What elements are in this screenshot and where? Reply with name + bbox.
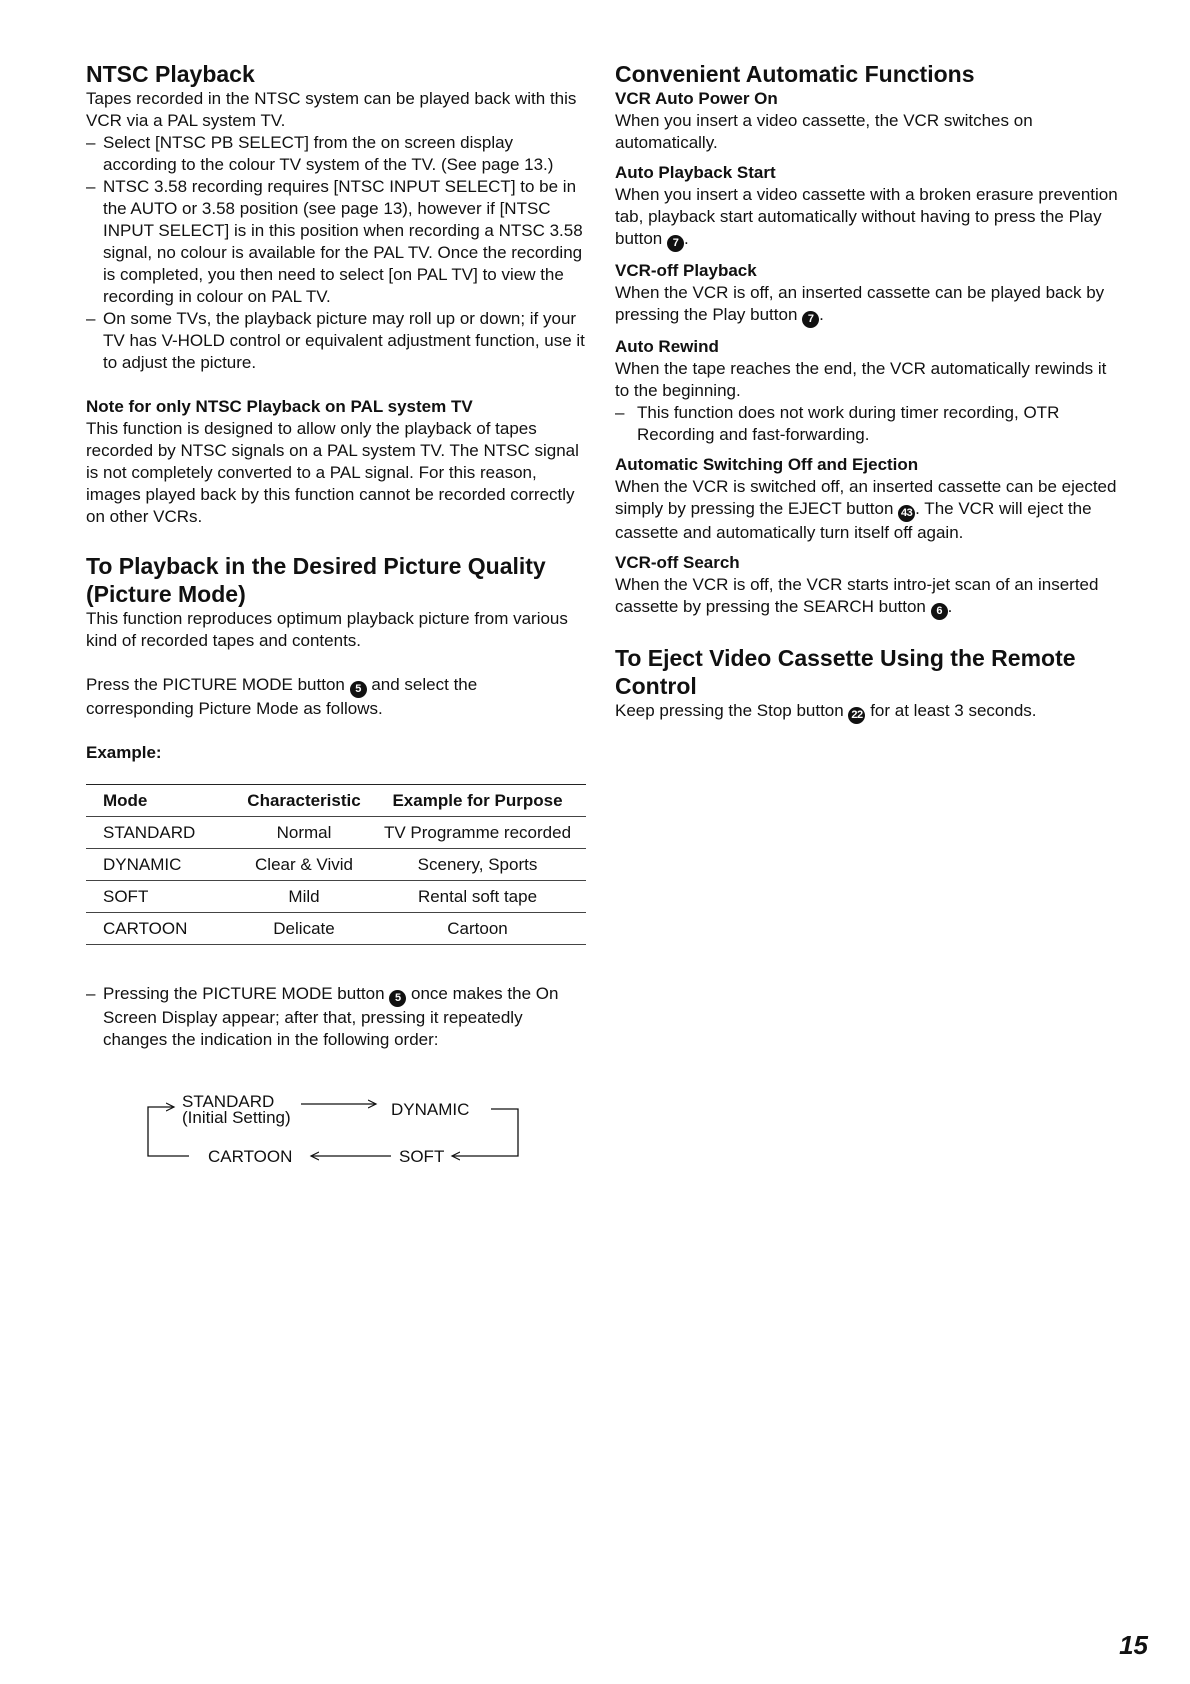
cell-mode: CARTOON xyxy=(86,913,239,945)
function-body-text: . The VCR will eject the cassette and automatically turn itself off again. xyxy=(615,499,1092,542)
function-body: When the VCR is off, the VCR starts intro-jet scan of an inserted cassette by pressing the SEARCH button 6 . xyxy=(615,574,1125,620)
cell-characteristic: Clear & Vivid xyxy=(239,849,369,881)
function-title: Auto Playback Start xyxy=(615,163,776,182)
cell-example: TV Programme recorded xyxy=(369,817,586,849)
function-item xyxy=(615,454,1125,544)
ntsc-bullet-list xyxy=(86,132,586,374)
picture-mode-table xyxy=(86,784,586,945)
cell-example: Scenery, Sports xyxy=(369,849,586,881)
function-bullet: – This function does not work during timer recording, OTR Recording and fast-forwarding. xyxy=(615,402,1125,446)
function-item xyxy=(615,552,1125,620)
eject-text-post: for at least 3 seconds. xyxy=(870,701,1037,720)
function-item xyxy=(615,260,1125,328)
table-row xyxy=(86,881,586,913)
ntsc-note-body: This function is designed to allow only the playback of tapes recorded by NTSC signals on a PAL system TV. The NTSC signal is not completely converted to a PAL signal. For this reason, images played back by this function cannot be recorded correctly on other VCRs. xyxy=(86,419,579,526)
page-number: 15 xyxy=(1119,1630,1148,1660)
eject-text-pre: Keep pressing the Stop button xyxy=(615,701,844,720)
cell-characteristic: Mild xyxy=(239,881,369,913)
function-title: VCR-off Playback xyxy=(615,261,757,280)
cell-example: Cartoon xyxy=(369,913,586,945)
function-body: When the tape reaches the end, the VCR automatically rewinds it to the beginning. xyxy=(615,359,1107,400)
picture-mode-heading: To Playback in the Desired Picture Quality (Picture Mode) xyxy=(86,553,546,607)
ntsc-bullet-1: – Select [NTSC PB SELECT] from the on screen display according to the colour TV system of the TV. (See page 13.) xyxy=(86,132,586,176)
flow-soft-label: SOFT xyxy=(399,1147,445,1166)
button-number-7-icon: 7 xyxy=(667,235,684,252)
function-body: When the VCR is off, an inserted cassette can be played back by pressing the Play button 7 . xyxy=(615,282,1125,328)
picture-mode-cycle-diagram xyxy=(86,1079,586,1174)
table-header-row xyxy=(86,785,586,817)
function-item xyxy=(615,162,1125,252)
example-label: Example: xyxy=(86,743,162,762)
automatic-functions-section xyxy=(615,60,1125,620)
ntsc-playback-section xyxy=(86,60,586,528)
button-number-5-icon: 5 xyxy=(350,681,367,698)
function-body-text: When the VCR is off, the VCR starts intro-jet scan of an inserted cassette by pressing the SEARCH button xyxy=(615,575,1099,616)
function-title: VCR Auto Power On xyxy=(615,89,778,108)
cell-characteristic: Delicate xyxy=(239,913,369,945)
cell-mode: SOFT xyxy=(86,881,239,913)
function-bullet-list xyxy=(615,402,1125,446)
picture-mode-bullet-list xyxy=(86,983,586,1051)
button-number-7-icon: 7 xyxy=(802,311,819,328)
bullet-text-post: once makes the On Screen Display appear; after that, pressing it repeatedly changes the indication in the following order: xyxy=(103,984,559,1049)
function-body-text: When the VCR is switched off, an inserted cassette can be ejected simply by pressing the EJECT button xyxy=(615,477,1117,518)
bullet-text-pre: Pressing the PICTURE MODE button xyxy=(103,984,385,1003)
ntsc-bullet-2: – NTSC 3.58 recording requires [NTSC INPUT SELECT] to be in the AUTO or 3.58 position (see page 13), however if [NTSC INPUT SELECT] is in this position when recording a NTSC 3.58 signal, no colour is available for the PAL TV. Once the recording is completed, you then need to select [on PAL TV] to view the recording in colour on PAL TV. xyxy=(86,176,586,308)
function-body: When you insert a video cassette with a broken erasure prevention tab, playback start automatically without having to press the Play button 7 . xyxy=(615,184,1125,252)
table-row xyxy=(86,849,586,881)
picture-mode-intro: This function reproduces optimum playback picture from various kind of recorded tapes and contents. xyxy=(86,609,568,650)
function-title: Auto Rewind xyxy=(615,337,719,356)
eject-remote-section xyxy=(615,644,1125,724)
button-number-43-icon: 43 xyxy=(898,505,915,522)
instruction-text-post: and select the corresponding Picture Mode as follows. xyxy=(86,675,478,718)
function-item xyxy=(615,88,1125,154)
eject-remote-body xyxy=(615,700,1125,724)
cell-characteristic: Normal xyxy=(239,817,369,849)
ntsc-bullet-3: – On some TVs, the playback picture may roll up or down; if your TV has V-HOLD control or equivalent adjustment function, use it to adjust the picture. xyxy=(86,308,586,374)
table-row xyxy=(86,817,586,849)
function-title: Automatic Switching Off and Ejection xyxy=(615,455,919,474)
function-body-text: When you insert a video cassette with a broken erasure prevention tab, playback start automatically without having to press the Play button xyxy=(615,185,1118,248)
button-number-6-icon: 6 xyxy=(931,603,948,620)
ntsc-note xyxy=(86,396,586,528)
cycle-arrows xyxy=(86,1079,586,1174)
table-row xyxy=(86,913,586,945)
right-column xyxy=(615,60,1125,724)
function-body xyxy=(615,476,1125,544)
flow-dynamic-label: DYNAMIC xyxy=(391,1100,470,1119)
flow-standard-label: STANDARD xyxy=(182,1092,275,1111)
ntsc-intro: Tapes recorded in the NTSC system can be played back with this VCR via a PAL system TV. xyxy=(86,89,577,130)
header-example: Example for Purpose xyxy=(369,785,586,817)
button-number-5-icon: 5 xyxy=(389,990,406,1007)
ntsc-playback-heading: NTSC Playback xyxy=(86,61,255,87)
flow-cartoon-label: CARTOON xyxy=(208,1147,293,1166)
cell-mode: DYNAMIC xyxy=(86,849,239,881)
instruction-text-pre: Press the PICTURE MODE button xyxy=(86,675,345,694)
button-number-22-icon: 22 xyxy=(848,707,865,724)
left-column xyxy=(86,60,586,1174)
function-title: VCR-off Search xyxy=(615,553,740,572)
function-body: When you insert a video cassette, the VCR switches on automatically. xyxy=(615,111,1033,152)
flow-initial-setting-label: (Initial Setting) xyxy=(182,1108,291,1127)
header-mode: Mode xyxy=(86,785,239,817)
function-body-text: When the VCR is off, an inserted cassette can be played back by pressing the Play button xyxy=(615,283,1105,324)
picture-mode-section xyxy=(86,552,586,1174)
picture-mode-bullet xyxy=(86,983,586,1051)
cell-mode: STANDARD xyxy=(86,817,239,849)
ntsc-note-heading: Note for only NTSC Playback on PAL system TV xyxy=(86,397,473,416)
automatic-functions-heading: Convenient Automatic Functions xyxy=(615,61,975,87)
cell-example: Rental soft tape xyxy=(369,881,586,913)
eject-remote-heading: To Eject Video Cassette Using the Remote Control xyxy=(615,645,1076,699)
function-item xyxy=(615,336,1125,446)
header-characteristic: Characteristic xyxy=(239,785,369,817)
picture-mode-instruction xyxy=(86,674,586,720)
